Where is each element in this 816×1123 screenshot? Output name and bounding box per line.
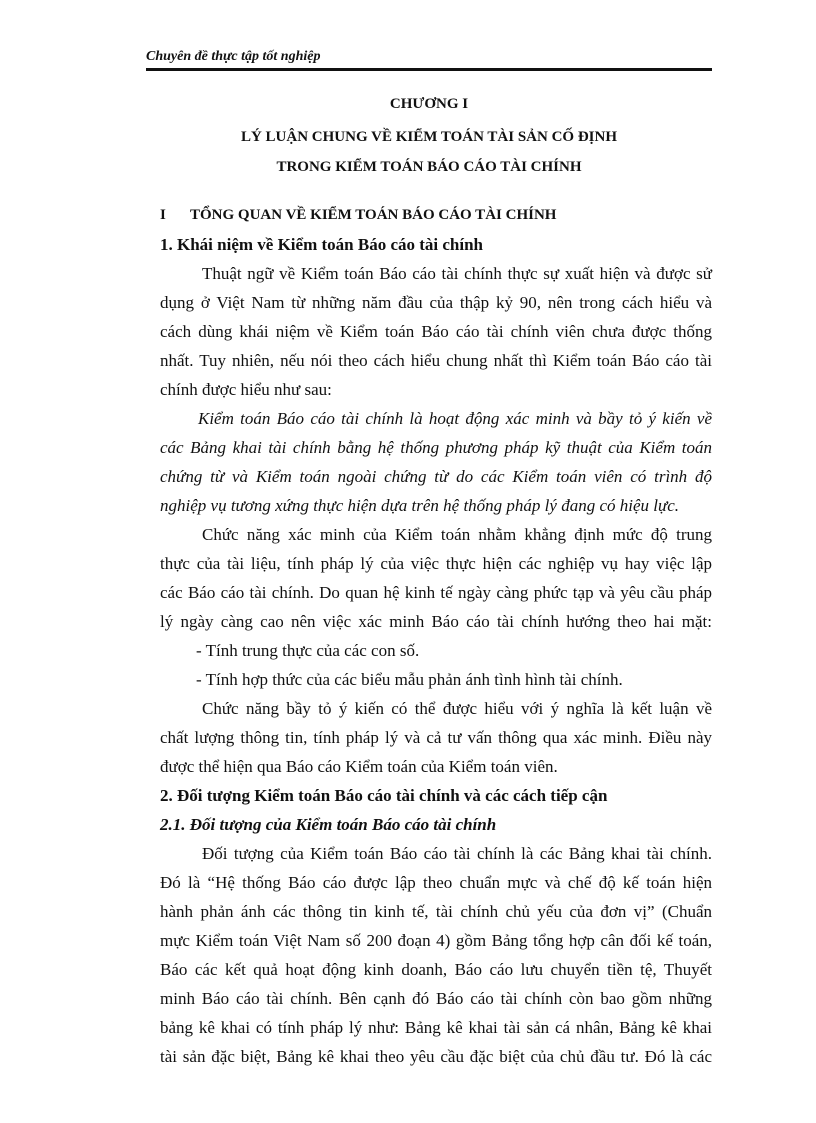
para4-line: mực Kiểm toán Việt Nam số 200 đoạn 4) gồm Bảng tổng hợp cân đối kế toán, xyxy=(160,931,712,950)
para4-line: Báo các kết quả hoạt động kinh doanh, Báo cáo lưu chuyển tiền tệ, Thuyết xyxy=(160,960,712,979)
para4-line: minh Báo cáo tài chính. Bên cạnh đó Báo cáo tài chính còn bao gồm những xyxy=(160,989,712,1008)
section1-heading: 1. Khái niệm về Kiểm toán Báo cáo tài chính xyxy=(160,235,483,254)
para4-line: bảng kê khai có tính pháp lý như: Bảng kê khai tài sản cá nhân, Bảng kê khai xyxy=(160,1018,712,1037)
para1-line: Thuật ngữ về Kiểm toán Báo cáo tài chính thực sự xuất hiện và được sử xyxy=(202,264,712,283)
para4-line: tài sản đặc biệt, Bảng kê khai theo yêu cầu đặc biệt của chủ đầu tư. Đó là các xyxy=(160,1047,712,1066)
para1-line: nhất. Tuy nhiên, nếu nói theo cách hiểu chung nhất thì Kiểm toán Báo cáo tài xyxy=(160,351,712,370)
bullet-item: - Tính trung thực của các con số. xyxy=(196,641,420,660)
definition-line: Kiểm toán Báo cáo tài chính là hoạt động xác minh và bầy tỏ ý kiến về xyxy=(198,409,712,428)
section-roman-numeral: I xyxy=(160,207,166,223)
section2-subheading: 2.1. Đối tượng của Kiểm toán Báo cáo tài chính xyxy=(160,815,497,834)
document-body xyxy=(160,204,712,1071)
para1-line: cách dùng khái niệm về Kiểm toán Báo cáo tài chính viên chưa được thống xyxy=(160,322,712,341)
header-rule xyxy=(146,68,712,71)
definition-line: nghiệp vụ tương xứng thực hiện dựa trên hệ thống pháp lý đang có hiệu lực. xyxy=(160,496,680,515)
bullet-item: - Tính hợp thức của các biểu mẫu phản ánh tình hình tài chính. xyxy=(196,670,623,689)
para2-line: các Báo cáo tài chính. Do quan hệ kinh tế ngày càng phức tạp và yêu cầu pháp xyxy=(160,583,712,602)
para3-line: chất lượng thông tin, tính pháp lý và cả tư vấn thông qua xác minh. Điều này xyxy=(160,728,712,747)
definition-line: chứng từ và Kiểm toán ngoài chứng từ do các Kiểm toán viên có trình độ xyxy=(160,467,712,486)
para1-line: dụng ở Việt Nam từ những năm đầu của thập kỷ 90, nên trong cách hiểu và xyxy=(160,293,712,312)
para4-line: hành phản ánh các thông tin kinh tế, tài chính chủ yếu của đơn vị” (Chuẩn xyxy=(160,902,712,921)
para2-line: Chức năng xác minh của Kiểm toán nhằm khẳng định mức độ trung xyxy=(202,525,712,544)
page-header xyxy=(146,48,712,66)
section-roman-title: TỔNG QUAN VỀ KIỂM TOÁN BÁO CÁO TÀI CHÍNH xyxy=(190,207,557,223)
para4-line: Đối tượng của Kiểm toán Báo cáo tài chính là các Bảng khai tài chính. xyxy=(202,844,712,863)
para2-line: lý ngày càng cao nên việc xác minh Báo cáo tài chính hướng theo hai mặt: xyxy=(160,612,712,631)
section-roman-heading xyxy=(160,204,712,226)
chapter-title-line2: TRONG KIỂM TOÁN BÁO CÁO TÀI CHÍNH xyxy=(276,159,582,175)
para2-line: thực của tài liệu, tính pháp lý của việc thực hiện các nghiệp vụ hay việc lập xyxy=(160,554,712,573)
chapter-number: CHƯƠNG I xyxy=(389,96,469,112)
para3-line: Chức năng bầy tỏ ý kiến có thể được hiểu với ý nghĩa là kết luận về xyxy=(202,699,712,718)
section2-heading: 2. Đối tượng Kiểm toán Báo cáo tài chính và các cách tiếp cận xyxy=(160,786,608,805)
para1-line: chính được hiểu như sau: xyxy=(160,380,332,399)
header-title: Chuyên đề thực tập tốt nghiệp xyxy=(146,49,321,64)
para4-line: Đó là “Hệ thống Báo cáo được lập theo chuẩn mực và chế độ kế toán hiện xyxy=(160,873,712,892)
definition-line: các Bảng khai tài chính bằng hệ thống phương pháp kỹ thuật của Kiểm toán xyxy=(160,438,712,457)
para3-line: được thể hiện qua Báo cáo Kiểm toán của Kiểm toán viên. xyxy=(160,757,558,776)
chapter-title-line1: LÝ LUẬN CHUNG VỀ KIỂM TOÁN TÀI SẢN CỐ ĐỊNH xyxy=(240,129,618,145)
